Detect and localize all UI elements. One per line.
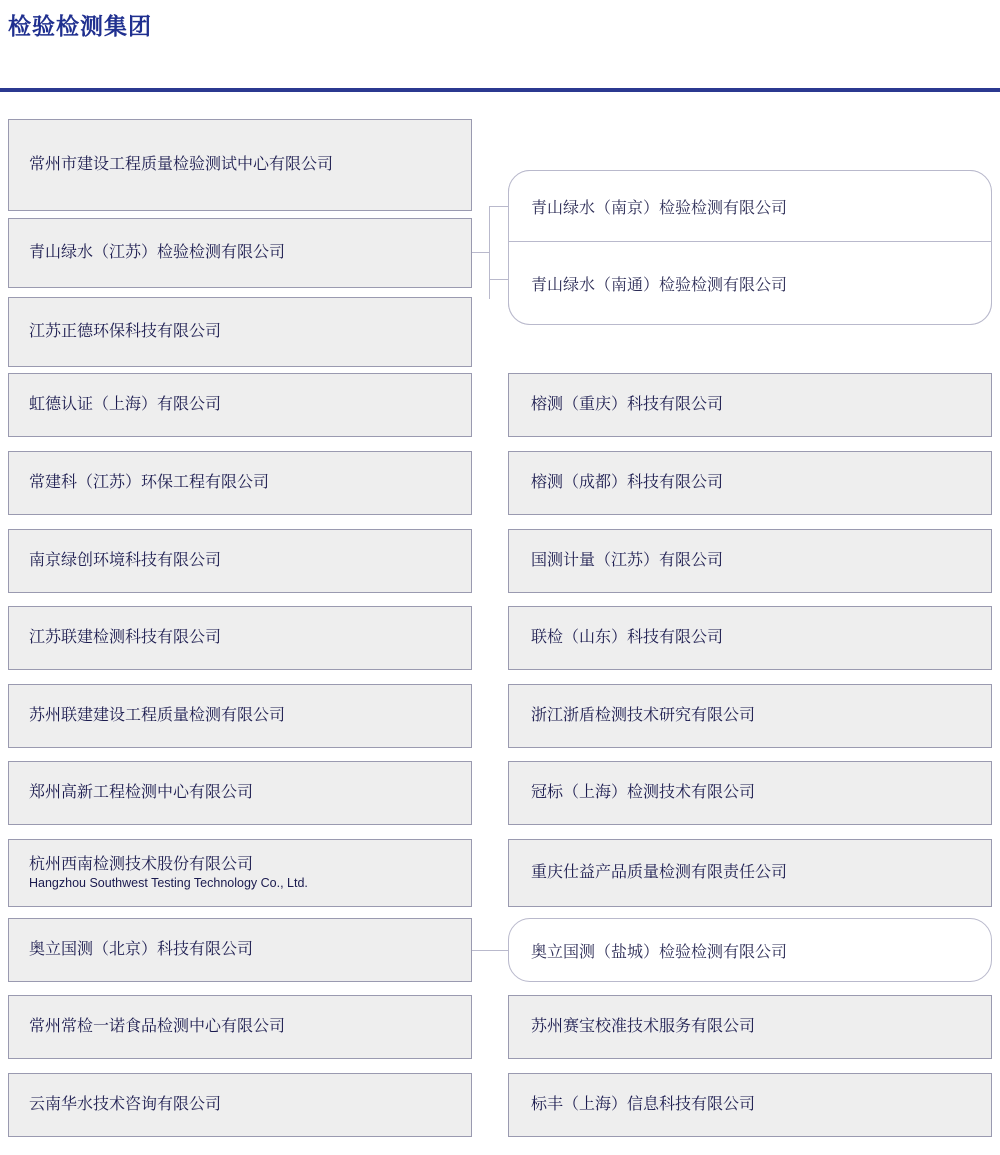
org-node-label: 榕测（重庆）科技有限公司	[531, 396, 724, 413]
sub-org-node	[508, 918, 992, 982]
org-node-label: 青山绿水（江苏）检验检测有限公司	[29, 244, 286, 261]
org-node	[8, 761, 472, 825]
org-node-label: 国测计量（江苏）有限公司	[531, 552, 724, 569]
title-divider	[0, 88, 1000, 92]
connector-line-horizontal	[472, 950, 508, 951]
org-node	[8, 1073, 472, 1137]
org-node-label: 常州常检一诺食品检测中心有限公司	[29, 1018, 286, 1035]
org-node-label: 云南华水技术咨询有限公司	[29, 1096, 222, 1113]
page-title: 检验检测集团	[8, 13, 152, 39]
org-node	[508, 839, 992, 907]
sub-org-node-label: 奥立国测（盐城）检验检测有限公司	[531, 943, 788, 961]
org-node	[8, 918, 472, 982]
org-node	[8, 839, 472, 907]
org-node	[508, 995, 992, 1059]
sub-org-node-label: 青山绿水（南通）检验检测有限公司	[531, 276, 788, 294]
org-node	[8, 684, 472, 748]
org-node-label: 榕测（成都）科技有限公司	[531, 474, 724, 491]
org-node-label: 江苏联建检测科技有限公司	[29, 629, 222, 646]
connector-line-horizontal	[472, 252, 490, 253]
org-node-label: 标丰（上海）信息科技有限公司	[531, 1096, 756, 1113]
org-node	[8, 995, 472, 1059]
org-node	[8, 606, 472, 670]
org-node-label: 苏州联建建设工程质量检测有限公司	[29, 707, 286, 724]
org-node-label: 南京绿创环境科技有限公司	[29, 552, 222, 569]
org-node-label: 奥立国测（北京）科技有限公司	[29, 941, 254, 958]
org-node-label: 浙江浙盾检测技术研究有限公司	[531, 707, 756, 724]
org-node	[8, 373, 472, 437]
org-node	[8, 218, 472, 288]
org-node-label-en: Hangzhou Southwest Testing Technology Co., Ltd.	[29, 875, 308, 890]
org-node-label: 常州市建设工程质量检验测试中心有限公司	[29, 156, 334, 173]
connector-line-horizontal	[489, 206, 509, 207]
org-node-label: 联检（山东）科技有限公司	[531, 629, 724, 646]
org-node-label: 江苏正德环保科技有限公司	[29, 323, 222, 340]
org-node-label: 常建科（江苏）环保工程有限公司	[29, 474, 270, 491]
sub-org-node	[508, 170, 992, 242]
org-node	[508, 529, 992, 593]
org-node	[8, 451, 472, 515]
org-node	[508, 606, 992, 670]
org-node	[8, 297, 472, 367]
org-node-label: 重庆仕益产品质量检测有限责任公司	[531, 864, 788, 881]
connector-line-vertical	[489, 206, 490, 299]
org-node-label: 郑州高新工程检测中心有限公司	[29, 784, 254, 801]
org-node	[508, 451, 992, 515]
org-node	[508, 684, 992, 748]
org-node	[8, 119, 472, 211]
org-node	[508, 373, 992, 437]
org-node	[8, 529, 472, 593]
org-node	[508, 1073, 992, 1137]
connector-line-horizontal	[489, 279, 509, 280]
sub-org-node-label: 青山绿水（南京）检验检测有限公司	[531, 199, 788, 217]
org-node	[508, 761, 992, 825]
org-node-label: 杭州西南检测技术股份有限公司	[29, 855, 254, 873]
org-node-label: 苏州赛宝校准技术服务有限公司	[531, 1018, 756, 1035]
org-node-label: 冠标（上海）检测技术有限公司	[531, 784, 756, 801]
sub-org-node	[508, 242, 992, 325]
org-node-label: 虹德认证（上海）有限公司	[29, 396, 222, 413]
